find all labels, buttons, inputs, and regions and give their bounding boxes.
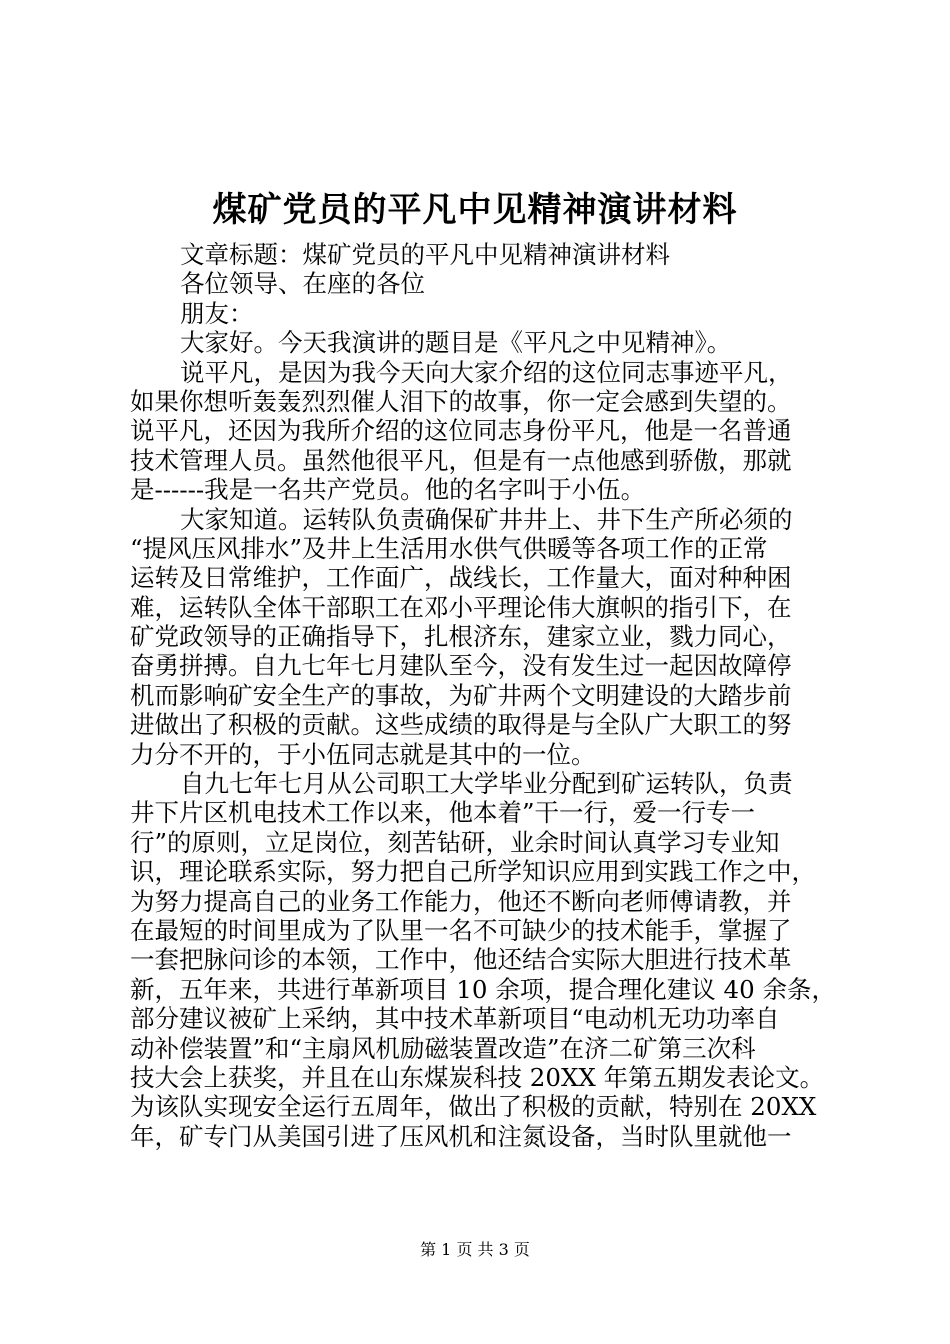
body-line: 在最短的时间里成为了队里一名不可缺少的技术能手，掌握了 bbox=[130, 915, 792, 945]
body-line: 文章标题：煤矿党员的平凡中见精神演讲材料 bbox=[180, 240, 670, 269]
document-title: 煤矿党员的平凡中见精神演讲材料 bbox=[212, 190, 738, 230]
body-line: 说平凡，还因为我所介绍的这位同志身份平凡，他是一名普通 bbox=[130, 416, 792, 446]
body-line: 技术管理人员。虽然他很平凡，但是有一点他感到骄傲，那就 bbox=[130, 445, 792, 475]
body-line: 年，矿专门从美国引进了压风机和注氮设备，当时队里就他一 bbox=[130, 1121, 792, 1151]
body-line: 进做出了积极的贡献。这些成绩的取得是与全队广大职工的努 bbox=[130, 710, 792, 740]
body-line: 各位领导、在座的各位 bbox=[180, 269, 425, 299]
body-line: 动补偿装置”和“主扇风机励磁装置改造”在济二矿第三次科 bbox=[130, 1033, 756, 1063]
body-line: 一套把脉问诊的本领，工作中，他还结合实际大胆进行技术革 bbox=[130, 945, 792, 975]
body-line: 朋友： bbox=[180, 298, 254, 328]
body-line: 大家好。今天我演讲的题目是《平凡之中见精神》。 bbox=[180, 328, 732, 358]
body-line: 如果你想听轰轰烈烈催人泪下的故事，你一定会感到失望的。 bbox=[130, 386, 792, 416]
body-line: 为努力提高自己的业务工作能力，他还不断向老师傅请教，并 bbox=[130, 886, 792, 916]
body-line: 大家知道。运转队负责确保矿井井上、井下生产所必须的 bbox=[180, 504, 793, 534]
body-line: 技大会上获奖，并且在山东煤炭科技 20XX 年第五期发表论文。 bbox=[130, 1062, 825, 1092]
body-line: 力分不开的，于小伍同志就是其中的一位。 bbox=[130, 739, 596, 769]
body-line: 机而影响矿安全生产的事故，为矿井两个文明建设的大踏步前 bbox=[130, 680, 792, 710]
body-line: 难，运转队全体干部职工在邓小平理论伟大旗帜的指引下，在 bbox=[130, 592, 792, 622]
body-line: 识，理论联系实际，努力把自己所学知识应用到实践工作之中， bbox=[130, 857, 816, 887]
body-line: 说平凡，是因为我今天向大家介绍的这位同志事迹平凡， bbox=[180, 357, 793, 387]
document-body bbox=[130, 240, 836, 1151]
body-line: 是------我是一名共产党员。他的名字叫于小伍。 bbox=[130, 475, 646, 505]
page-footer: 第 1 页 共 3 页 bbox=[420, 1240, 530, 1259]
body-line: 奋勇拼搏。自九七年七月建队至今，没有发生过一起因故障停 bbox=[130, 651, 792, 681]
body-line: 新，五年来，共进行革新项目 10 余项，提合理化建议 40 余条， bbox=[130, 974, 836, 1004]
body-line: 部分建议被矿上采纳，其中技术革新项目“电动机无功功率自 bbox=[130, 1004, 780, 1034]
body-line: 行”的原则，立足岗位，刻苦钻研，业余时间认真学习专业知 bbox=[130, 827, 780, 857]
body-line: 运转及日常维护，工作面广，战线长，工作量大，面对种种困 bbox=[130, 563, 792, 593]
body-line: “提风压风排水”及井上生活用水供气供暖等各项工作的正常 bbox=[130, 533, 768, 563]
body-line: 自九七年七月从公司职工大学毕业分配到矿运转队，负责 bbox=[180, 769, 793, 799]
body-line: 为该队实现安全运行五周年，做出了积极的贡献，特别在 20XX bbox=[130, 1092, 817, 1122]
body-line: 井下片区机电技术工作以来，他本着”干一行，爱一行专一 bbox=[130, 798, 756, 828]
body-line: 矿党政领导的正确指导下，扎根济东，建家立业，戮力同心， bbox=[130, 622, 792, 652]
